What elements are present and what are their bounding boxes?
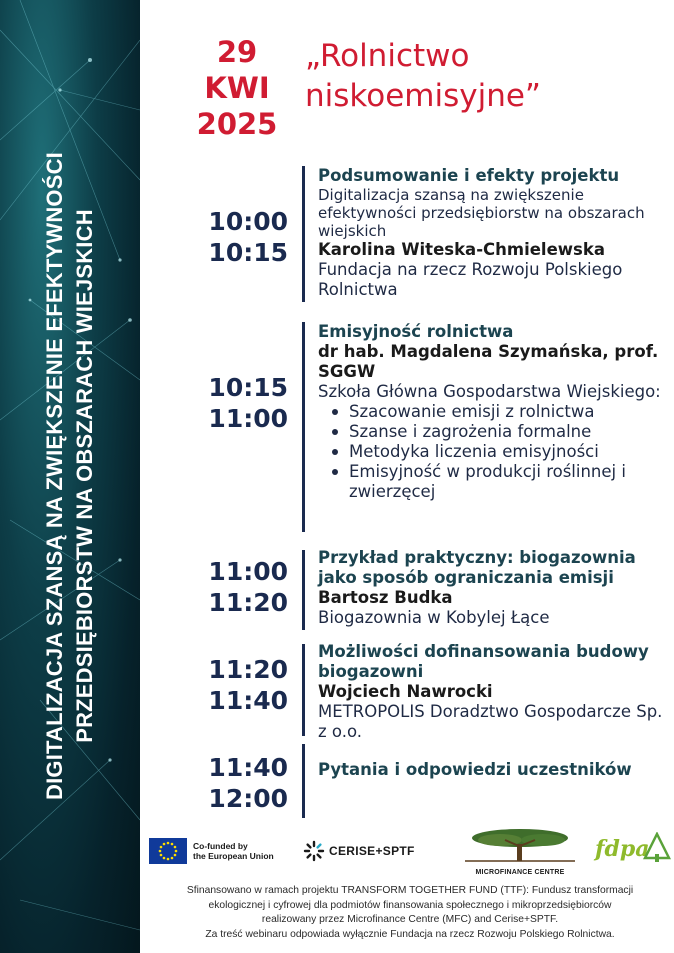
fdpa-logo (595, 830, 670, 870)
banner-text (40, 76, 100, 876)
banner-line-2: PRZEDSIĘBIORSTW NA OBSZARACH WIEJSKICH (72, 209, 97, 743)
agenda-divider (302, 550, 305, 630)
agenda-divider (302, 166, 305, 302)
fdpa-logo-text: fdpa (595, 836, 650, 862)
agenda-affiliation: Fundacja na rzecz Rozwoju Polskiego Rolnictwa (318, 260, 623, 299)
agenda-time (160, 752, 288, 814)
time-start: 11:40 (208, 753, 288, 782)
event-title (305, 36, 541, 116)
list-item: Metodyka liczenia emisyjności (330, 442, 668, 462)
agenda-speaker: Karolina Witeska-Chmielewska (318, 240, 605, 259)
event-date (182, 34, 292, 142)
agenda-speaker: Wojciech Nawrocki (318, 682, 493, 701)
agenda-topic: Emisyjność rolnictwa (318, 322, 514, 341)
agenda-affiliation: Biogazownia w Kobylej Łące (318, 608, 550, 627)
agenda-speaker: dr hab. Magdalena Szymańska, prof. SGGW (318, 342, 659, 381)
cerise-logo (303, 840, 415, 862)
eu-flag-icon (149, 838, 187, 864)
list-item: Szacowanie emisji z rolnictwa (330, 402, 668, 422)
time-start: 10:00 (208, 207, 288, 236)
eu-line-1: Co-funded by (193, 841, 248, 851)
list-item: Emisyjność w produkcji roślinnej i zwierzęcej (330, 462, 668, 502)
microfinance-centre-logo (455, 826, 585, 876)
time-end: 11:00 (208, 404, 288, 433)
agenda-time (160, 372, 288, 434)
eu-logo (149, 838, 274, 864)
time-end: 10:15 (208, 238, 288, 267)
agenda-topic: Przykład praktyczny: biogazownia jako sposób ograniczania emisji (318, 548, 636, 587)
agenda-item (160, 642, 670, 741)
agenda-divider (302, 744, 305, 818)
time-end: 12:00 (208, 784, 288, 813)
funding-footer (150, 884, 670, 942)
agenda-description: Digitalizacja szansą na zwiększenie efektywności przedsiębiorstw na obszarach wiejskich (318, 186, 645, 240)
agenda-time (160, 206, 288, 268)
time-end: 11:40 (208, 686, 288, 715)
agenda-bullet-list (330, 402, 668, 502)
agenda-speaker: Bartosz Budka (318, 588, 453, 607)
title-line-1: „Rolnictwo (305, 38, 470, 74)
microfinance-centre-text: MICROFINANCE CENTRE (475, 869, 565, 876)
time-end: 11:20 (208, 588, 288, 617)
title-line-2: niskoemisyjne” (305, 78, 541, 114)
eu-logo-text (193, 841, 274, 861)
agenda-affiliation: Szkoła Główna Gospodarstwa Wiejskiego: (318, 382, 661, 401)
agenda-item (160, 166, 670, 304)
time-start: 10:15 (208, 373, 288, 402)
fdpa-tree-icon (643, 832, 671, 864)
agenda-item (160, 744, 670, 818)
tree-icon (455, 826, 585, 866)
date-year: 2025 (196, 107, 278, 141)
eu-line-2: the European Union (193, 851, 274, 861)
agenda-divider (302, 322, 305, 532)
date-month: KWI (204, 71, 270, 105)
footer-line-1: Sfinansowano w ramach projektu TRANSFORM TOGETHER FUND (TTF): Fundusz transformacji (186, 885, 634, 896)
footer-line-2: ekologicznej i cyfrowej dla podmiotów finansowania społecznego i mikroprzedsiębiorców (208, 899, 612, 911)
banner-line-1: DIGITALIZACJA SZANSĄ NA ZWIĘKSZENIE EFEKTYWNOŚCI (42, 152, 67, 801)
agenda-divider (302, 644, 305, 736)
time-start: 11:20 (208, 655, 288, 684)
cerise-logo-text: CERISE+SPTF (329, 844, 415, 858)
agenda-time (160, 556, 288, 618)
agenda-content (318, 760, 668, 780)
agenda-content (318, 642, 668, 742)
agenda-content (318, 548, 668, 628)
side-banner (0, 0, 140, 953)
agenda-topic: Podsumowanie i efekty projektu (318, 166, 620, 185)
agenda-affiliation: METROPOLIS Doradztwo Gospodarcze Sp. z o.o. (318, 702, 663, 741)
agenda-content (318, 166, 668, 300)
partner-logos (145, 826, 670, 876)
date-day: 29 (216, 35, 258, 69)
time-start: 11:00 (208, 557, 288, 586)
agenda-item (160, 322, 670, 534)
footer-line-3: realizowany przez Microfinance Centre (MFC) and Cerise+SPTF. (261, 914, 559, 925)
agenda-topic: Pytania i odpowiedzi uczestników (318, 760, 632, 779)
agenda-content (318, 322, 668, 502)
agenda-topic: Możliwości dofinansowania budowy biogazowni (318, 642, 649, 681)
agenda-item (160, 548, 670, 632)
cerise-burst-icon (303, 840, 325, 862)
list-item: Szanse i zagrożenia formalne (330, 422, 668, 442)
footer-line-4: Za treść webinaru odpowiada wyłącznie Fundacja na rzecz Rozwoju Polskiego Rolnictwa. (205, 928, 615, 940)
agenda-time (160, 654, 288, 716)
